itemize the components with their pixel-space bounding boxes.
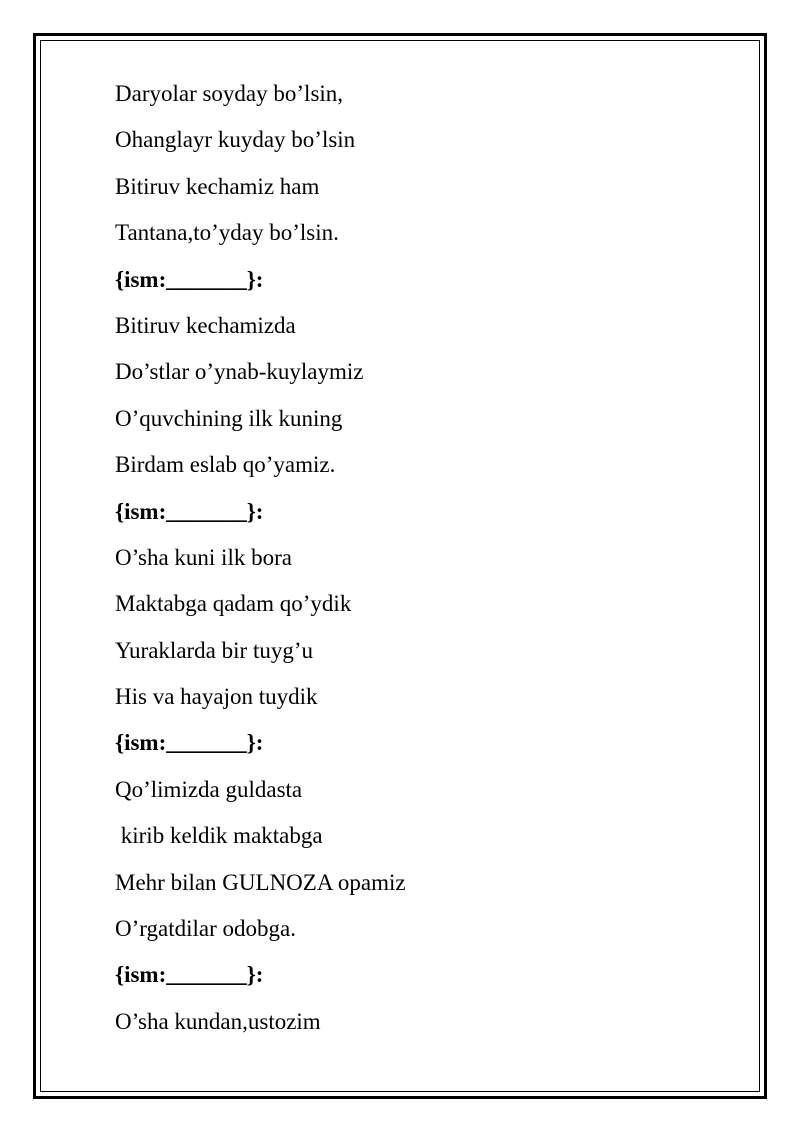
poem-line: Bitiruv kechamiz ham [115,173,320,199]
poem-line: Qo’limizda guldasta [115,776,303,802]
poem-line: Ohanglayr kuyday bo’lsin [115,127,356,153]
poem-line: O’sha kuni ilk bora [115,544,292,570]
speaker-name-placeholder: {ism:_______}: [115,266,264,292]
speaker-name-placeholder: {ism:_______}: [115,498,264,524]
poem-line: O’quvchining ilk kuning [115,405,343,431]
poem-line: Bitiruv kechamizda [115,312,296,338]
poem-line: Mehr bilan GULNOZA opamiz [115,869,406,895]
speaker-name-placeholder: {ism:_______}: [115,962,264,988]
poem-text [115,78,406,1052]
poem-line: Maktabga qadam qo’ydik [115,591,352,617]
poem-line: Do’stlar o’ynab-kuylaymiz [115,359,364,385]
poem-line: Birdam eslab qo’yamiz. [115,452,336,478]
poem-line: Tantana,to’yday bo’lsin. [115,220,339,246]
speaker-name-placeholder: {ism:_______}: [115,730,264,756]
poem-line: O’sha kundan,ustozim [115,1008,321,1034]
poem-line: His va hayajon tuydik [115,684,318,710]
poem-line: Yuraklarda bir tuyg’u [115,637,313,663]
poem-line: Daryolar soyday bo’lsin, [115,81,344,106]
poem-line: kirib keldik maktabga [115,823,323,849]
poem-line: O’rgatdilar odobga. [115,916,296,942]
